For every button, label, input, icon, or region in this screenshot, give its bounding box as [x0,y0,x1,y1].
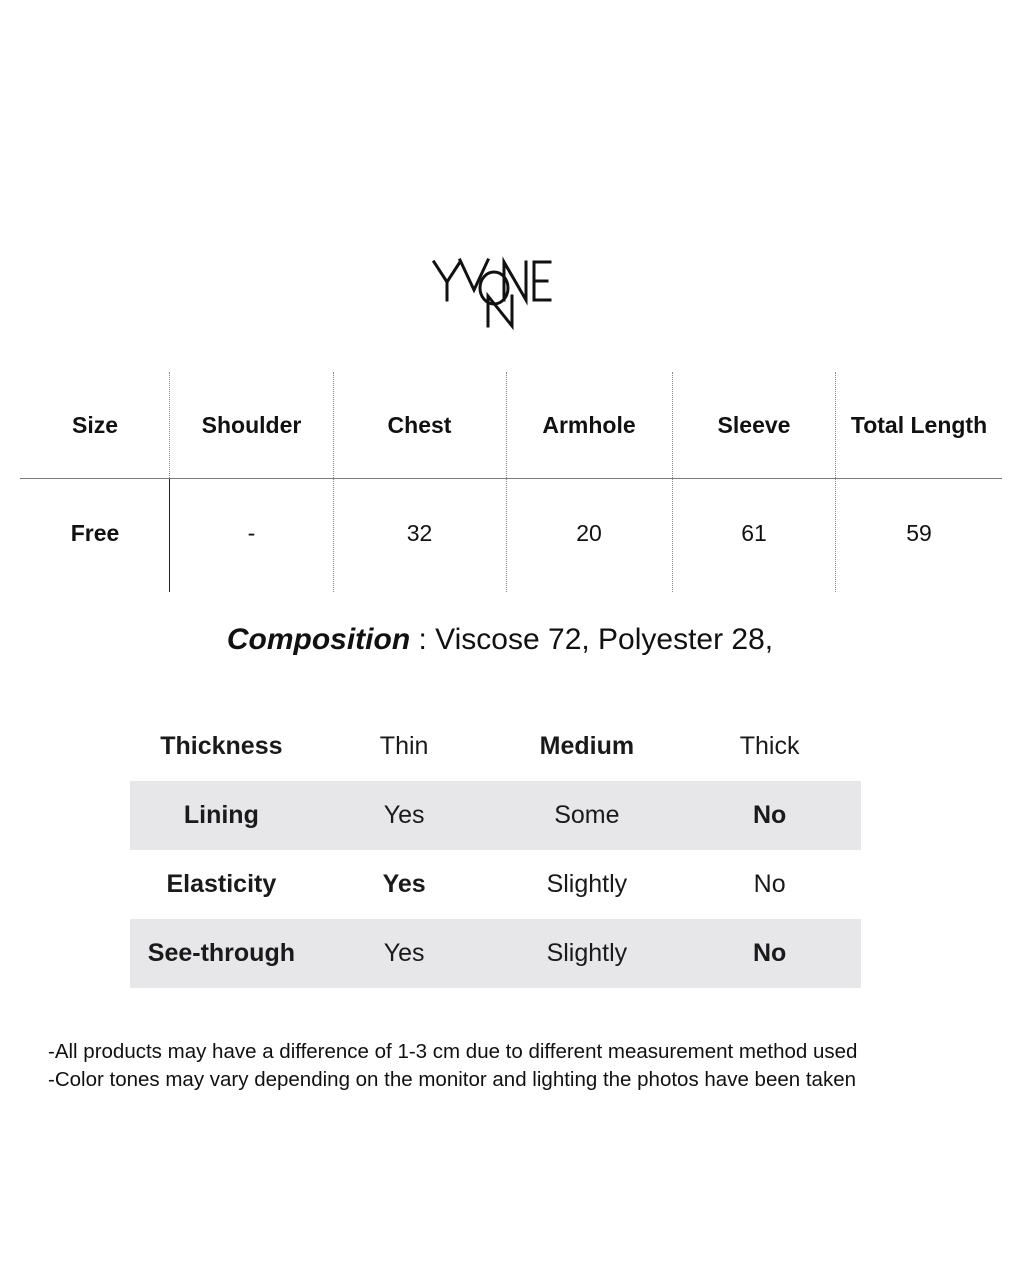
column-divider [333,372,334,592]
size-header-total-length: Total Length [850,412,988,438]
size-header-size: Size [71,412,119,438]
brand-logo [430,250,562,334]
fabric-option: No [753,870,786,898]
column-divider [672,372,673,592]
fabric-row-see-through [130,919,861,988]
note-color-tones: -Color tones may vary depending on the monitor and lighting the photos have been taken [48,1068,856,1091]
size-cell-total-length: 59 [906,520,932,546]
fabric-option-selected: No [752,801,787,829]
fabric-option: Thick [739,732,800,760]
fabric-label: Lining [183,801,259,829]
composition-label: Composition [226,623,411,656]
composition-value: Viscose 72, Polyester 28, [435,623,774,656]
size-header-armhole: Armhole [542,412,636,438]
fabric-option: Thin [379,732,429,760]
fabric-label: Elasticity [166,870,277,898]
size-table-row [20,480,1002,587]
composition-separator: : [410,623,436,656]
fabric-option: Yes [383,939,425,967]
fabric-option: Slightly [546,939,628,967]
size-header-sleeve: Sleeve [717,412,791,438]
fabric-option: Yes [383,801,425,829]
size-header-shoulder: Shoulder [201,412,302,438]
fabric-row-lining [130,781,861,850]
note-measurement: -All products may have a difference of 1-3 cm due to different measurement method used [48,1040,858,1063]
fabric-option-selected: No [752,939,787,967]
fabric-row-thickness [130,712,861,781]
fabric-properties-table [130,712,861,988]
size-header-chest: Chest [387,412,452,438]
size-table-header-row [20,372,1002,479]
fabric-option-selected: Yes [382,870,426,898]
size-table-divider [20,478,1002,479]
composition-line [0,618,1000,662]
yvonne-monogram-logo [430,250,562,334]
size-table [20,372,1002,592]
size-cell-chest: 32 [406,520,433,546]
size-cell-armhole: 20 [576,520,602,546]
fabric-row-elasticity [130,850,861,919]
fabric-option: Some [554,801,620,829]
size-cell-sleeve: 61 [741,520,767,546]
fabric-label: See-through [147,939,295,967]
fabric-label: Thickness [160,732,283,760]
column-divider [835,372,836,592]
column-divider [506,372,507,592]
size-cell-size: Free [70,520,120,546]
fabric-option: Slightly [546,870,628,898]
disclaimer-notes [48,1038,857,1094]
size-cell-shoulder: - [247,520,256,546]
fabric-option-selected: Medium [539,732,635,760]
